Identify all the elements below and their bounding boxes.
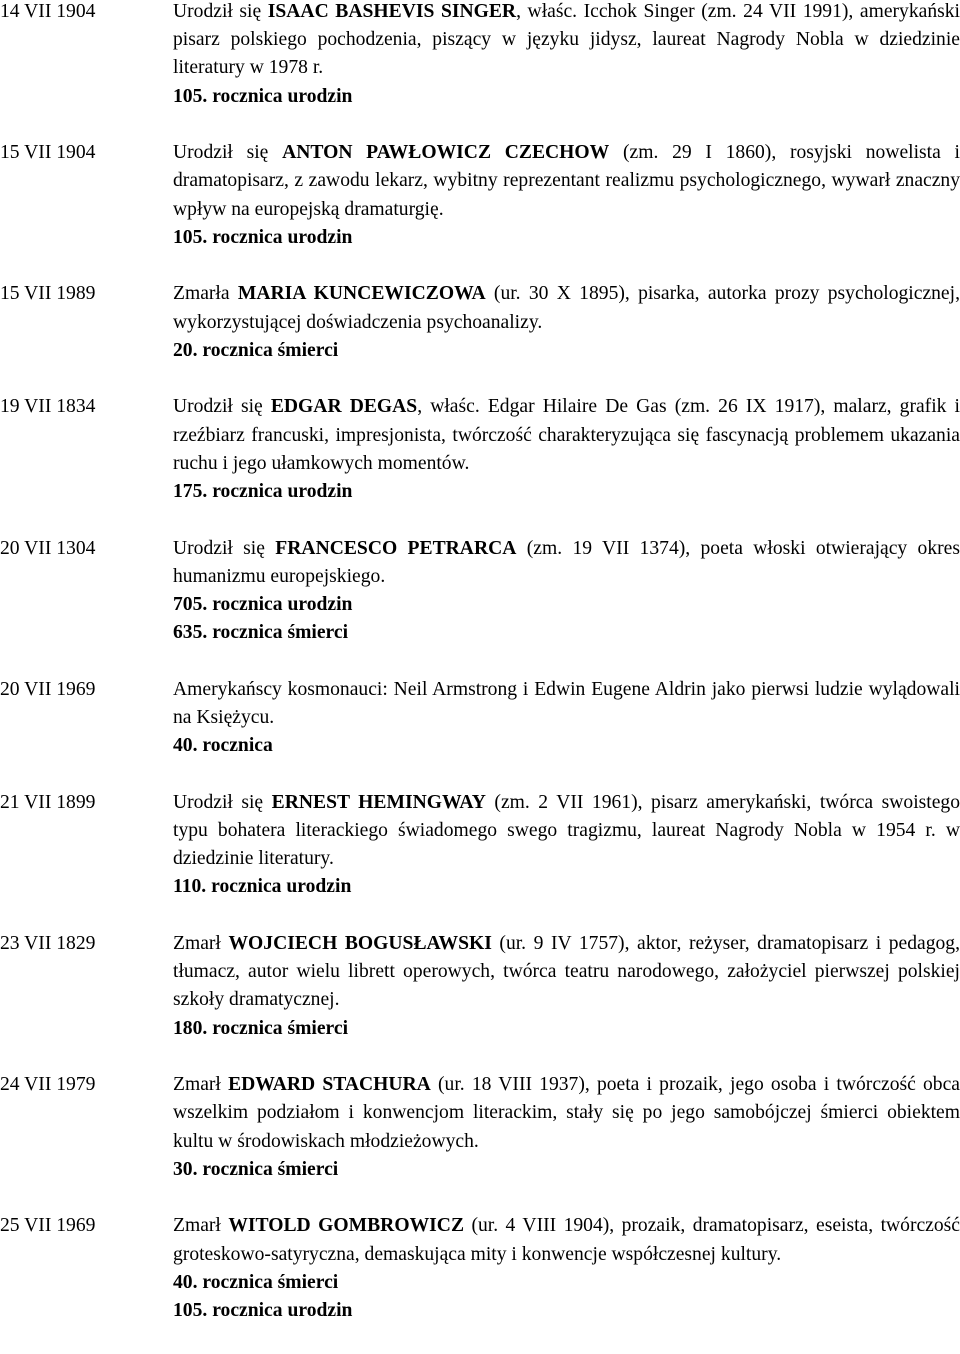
anniversary-label: 175. rocznica urodzin bbox=[173, 481, 353, 503]
calendar-entry bbox=[0, 930, 960, 1043]
calendar-entry bbox=[0, 393, 960, 506]
entry-description bbox=[173, 930, 960, 1015]
calendar-entry bbox=[0, 0, 960, 111]
entry-body bbox=[173, 1071, 960, 1184]
person-name: EDGAR DEGAS bbox=[270, 396, 418, 418]
entry-date: 20 VII 1969 bbox=[0, 678, 96, 700]
anniversary-label: 180. rocznica śmierci bbox=[173, 1017, 349, 1039]
entry-date: 25 VII 1969 bbox=[0, 1215, 96, 1237]
entry-description bbox=[173, 0, 960, 83]
entry-details: (zm. 2 VII 1961), pisarz amerykański, twórca swoistego typu bohatera literackiego świadomego swego tragizmu, laureat Nagrody Nobla w 1954 r. w dziedzinie literatury. bbox=[173, 791, 960, 870]
entry-prefix: Urodził się bbox=[173, 537, 276, 559]
entry-date: 15 VII 1904 bbox=[0, 142, 96, 164]
person-name: WOJCIECH BOGUSŁAWSKI bbox=[228, 933, 492, 955]
entry-details: , właśc. Edgar Hilaire De Gas (zm. 26 IX 1917), malarz, grafik i rzeźbiarz francuski, impresjonista, twórczość charakteryzująca się fascynacją problemem ukazania ruchu i jego ułamkowych momentów. bbox=[173, 396, 960, 474]
anniversary-label: 705. rocznica urodzin bbox=[173, 594, 353, 616]
entry-body bbox=[173, 930, 960, 1043]
entry-date: 23 VII 1829 bbox=[0, 933, 96, 955]
anniversary-label: 635. rocznica śmierci bbox=[173, 622, 349, 644]
entry-body bbox=[173, 139, 960, 252]
entry-details: (zm. 29 I 1860), rosyjski nowelista i dramatopisarz, z zawodu lekarz, wybitny reprezentant realizmu psychologicznego, wywarł znaczny wpływ na europejską dramaturgię. bbox=[173, 142, 960, 220]
anniversary-label: 20. rocznica śmierci bbox=[173, 339, 339, 361]
entry-details: (ur. 9 IV 1757), aktor, reżyser, dramatopisarz i pedagog, tłumacz, autor wielu librett operowych, twórca teatru narodowego, założyciel pierwszej polskiej szkoły dramatycznej. bbox=[173, 933, 960, 1011]
entry-prefix: Urodził się bbox=[173, 791, 272, 813]
anniversary-label: 105. rocznica urodzin bbox=[173, 85, 353, 107]
entry-date: 15 VII 1989 bbox=[0, 283, 96, 305]
entry-details: (zm. 19 VII 1374), poeta włoski otwierający okres humanizmu europejskiego. bbox=[173, 537, 960, 587]
entry-prefix: Amerykańscy kosmonauci: Neil Armstrong i Edwin Eugene Aldrin jako pierwsi ludzie wylądowali na Księżycu. bbox=[173, 678, 960, 729]
entry-body bbox=[173, 789, 960, 902]
entry-body bbox=[173, 393, 960, 506]
calendar-entry bbox=[0, 789, 960, 902]
entry-prefix: Urodził się bbox=[173, 396, 271, 418]
person-name: ISAAC BASHEVIS SINGER bbox=[267, 1, 517, 22]
entry-prefix: Zmarł bbox=[173, 1215, 229, 1237]
calendar-entry bbox=[0, 535, 960, 648]
entry-prefix: Zmarł bbox=[173, 1074, 229, 1096]
anniversary-label: 105. rocznica urodzin bbox=[173, 226, 353, 248]
calendar-entry bbox=[0, 1071, 960, 1184]
entry-description bbox=[173, 139, 960, 224]
entry-date: 24 VII 1979 bbox=[0, 1074, 96, 1096]
person-name: MARIA KUNCEWICZOWA bbox=[237, 283, 486, 305]
entry-details: , właśc. Icchok Singer (zm. 24 VII 1991), amerykański pisarz polskiego pochodzenia, piszący w języku jidysz, laureat Nagrody Nobla w dziedzinie literatury w 1978 r. bbox=[173, 1, 960, 79]
entry-body bbox=[173, 0, 960, 111]
entry-date: 19 VII 1834 bbox=[0, 396, 96, 418]
anniversary-label: 105. rocznica urodzin bbox=[173, 1300, 353, 1322]
person-name: FRANCESCO PETRARCA bbox=[275, 537, 517, 559]
calendar-entry bbox=[0, 280, 960, 365]
person-name: EDWARD STACHURA bbox=[228, 1074, 431, 1096]
entry-prefix: Urodził się bbox=[173, 142, 283, 164]
anniversary-label: 30. rocznica śmierci bbox=[173, 1158, 339, 1180]
entry-body bbox=[173, 676, 960, 761]
person-name: ANTON PAWŁOWICZ CZECHOW bbox=[282, 142, 610, 164]
person-name: WITOLD GOMBROWICZ bbox=[228, 1215, 465, 1237]
calendar-entry bbox=[0, 676, 960, 761]
calendar-entry bbox=[0, 139, 960, 252]
entry-prefix: Urodził się bbox=[173, 1, 268, 22]
entry-body bbox=[173, 1212, 960, 1325]
anniversary-label: 40. rocznica bbox=[173, 735, 273, 757]
entry-description bbox=[173, 1071, 960, 1156]
entry-date: 14 VII 1904 bbox=[0, 1, 96, 22]
entry-description bbox=[173, 535, 960, 591]
entry-date: 20 VII 1304 bbox=[0, 537, 96, 559]
entry-prefix: Zmarł bbox=[173, 933, 229, 955]
entry-body bbox=[173, 280, 960, 365]
calendar-entry bbox=[0, 1212, 960, 1325]
anniversary-label: 40. rocznica śmierci bbox=[173, 1271, 339, 1293]
anniversary-label: 110. rocznica urodzin bbox=[173, 876, 352, 898]
entry-details: (ur. 4 VIII 1904), prozaik, dramatopisarz, eseista, twórczość groteskowo-satyryczna, demaskująca mity i konwencje współczesnej kultury. bbox=[173, 1215, 960, 1265]
entry-details: (ur. 30 X 1895), pisarka, autorka prozy psychologicznej, wykorzystującej doświadczenia psychoanalizy. bbox=[173, 283, 960, 333]
entry-date: 21 VII 1899 bbox=[0, 791, 96, 813]
entry-description bbox=[173, 280, 960, 336]
entry-description bbox=[173, 789, 960, 874]
entry-body bbox=[173, 535, 960, 648]
entry-description bbox=[173, 1212, 960, 1268]
entry-details: (ur. 18 VIII 1937), poeta i prozaik, jego osoba i twórczość obca wszelkim podziałom i konwencjom literackim, stały się po jego samobójczej śmierci obiektem kultu w środowiskach młodzieżowych. bbox=[173, 1074, 960, 1152]
entry-prefix: Zmarła bbox=[173, 283, 238, 305]
entry-description bbox=[173, 393, 960, 478]
entry-description bbox=[173, 676, 960, 732]
person-name: ERNEST HEMINGWAY bbox=[271, 791, 486, 813]
